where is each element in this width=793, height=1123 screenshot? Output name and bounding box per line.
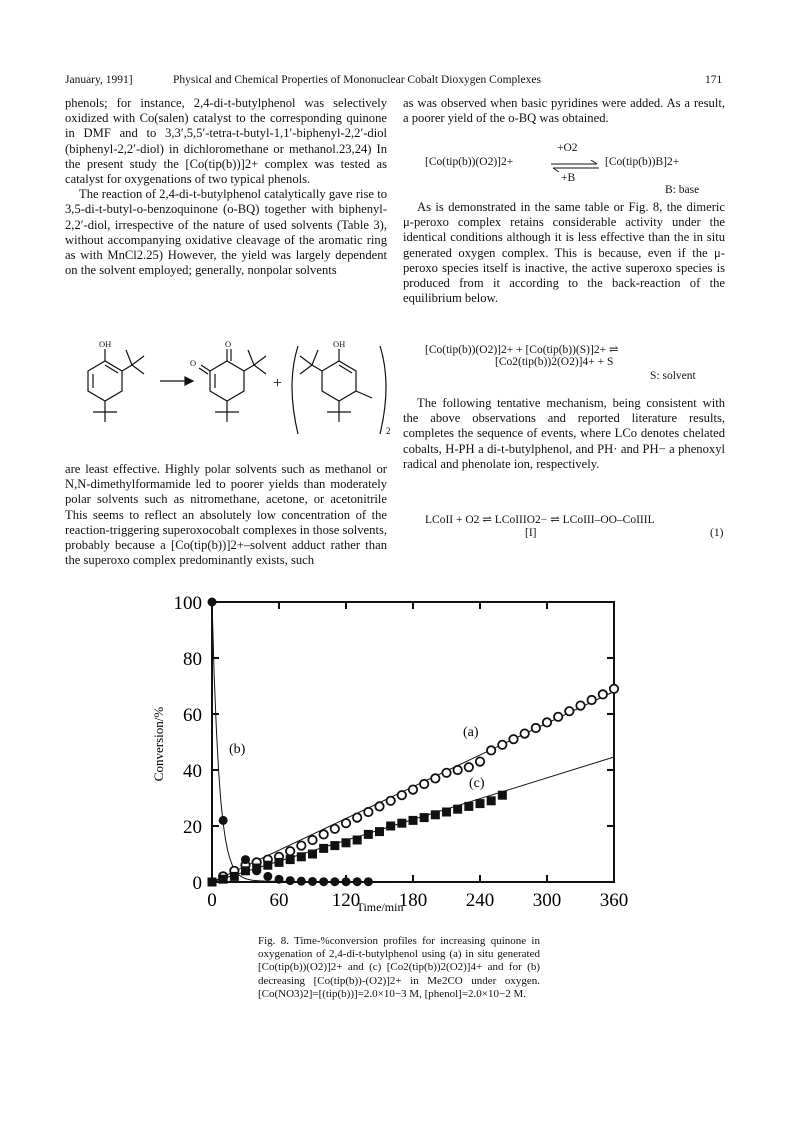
point-series-c (275, 858, 284, 867)
point-series-c (498, 791, 507, 800)
point-series-a (386, 797, 394, 805)
x-tick-label: 300 (532, 890, 562, 911)
point-series-a (543, 718, 551, 726)
point-series-b (330, 877, 339, 886)
point-series-a (431, 774, 439, 782)
point-series-b (342, 877, 351, 886)
eq1-right: [Co(tip(b))B]2+ (605, 156, 680, 168)
point-series-a (342, 819, 350, 827)
equation-base (425, 142, 725, 196)
x-tick-label: 0 (207, 890, 217, 911)
plot-frame (212, 602, 614, 882)
point-series-b (319, 877, 328, 886)
point-series-a (532, 724, 540, 732)
paragraph: The reaction of 2,4-di-t-butylphenol catalytically gave rise to 3,5-di-t-butyl-o-benzoquinone (o-BQ) together with biphenyl-2,2′-diol, irrespective of the nature of used solvents (Table 3), without accompanying oxidative cleavage of the aromatic ring as with MnCl2.25) However, the yield was largely dependent on the solvent employed; generally, nonpolar solvents (65, 187, 387, 278)
point-series-c (252, 864, 261, 873)
point-series-a (442, 769, 450, 777)
point-series-c (319, 844, 328, 853)
point-series-a (509, 735, 517, 743)
point-series-a (308, 836, 316, 844)
x-tick-label: 120 (331, 890, 361, 911)
left-column-bottom (65, 462, 387, 568)
eq2-line1: [Co(tip(b))(O2)]2+ + [Co(tip(b))(S)]2+ ⇌ (425, 344, 619, 356)
point-series-a (409, 785, 417, 793)
point-series-a (520, 729, 528, 737)
eq1-top: +O2 (557, 142, 578, 154)
y-tick-label: 80 (183, 649, 202, 670)
point-series-b (297, 877, 306, 886)
point-series-b (308, 877, 317, 886)
point-series-a (465, 763, 473, 771)
x-tick-label: 60 (269, 890, 289, 911)
point-series-a (353, 813, 361, 821)
figure-caption: Fig. 8. Time-%conversion profiles for increasing quinone in oxygenation of 2,4-di-t-butylphenol using (a) in situ generated [Co(tip(b))(O2)]2+ and (c) [Co2(tip(b))2(O2)]4+ and for (b) decreasing [Co(tip(b))-(O2)]2+ in Me2CO under oxygen. [Co(NO3)2]=[(tip(b))]=2.0×10−3 M, [phenol]=2.0×10−2 M. (258, 935, 540, 1000)
point-series-c (476, 799, 485, 808)
point-series-a (453, 766, 461, 774)
eq1-left: [Co(tip(b))(O2)]2+ (425, 156, 514, 168)
point-series-a (565, 707, 573, 715)
point-series-a (319, 830, 327, 838)
point-series-c (241, 866, 250, 875)
paragraph: as was observed when basic pyridines were added. As a result, a poorer yield of the o-BQ was obtained. (403, 96, 725, 126)
point-series-a (476, 757, 484, 765)
right-column-top (403, 96, 725, 126)
point-series-a (599, 690, 607, 698)
x-tick-label: 180 (398, 890, 428, 911)
point-series-c (330, 841, 339, 850)
point-series-a (610, 685, 618, 693)
x-tick-label: 360 (599, 890, 629, 911)
point-series-b (208, 598, 217, 607)
point-series-c (364, 830, 373, 839)
page-number: 171 (705, 74, 723, 86)
point-series-b (364, 877, 373, 886)
point-series-c (453, 805, 462, 814)
left-column-top (65, 96, 387, 278)
point-series-b (353, 877, 362, 886)
point-series-a (364, 808, 372, 816)
point-series-b (275, 875, 284, 884)
point-series-c (263, 861, 272, 870)
paragraph: phenols; for instance, 2,4-di-t-butylphenol was selectively oxidized with Co(salen) catalyst to the corresponding quinone in DMF and to 3,3′,5,5′-tetra-t-butyl-1,1′-biphenyl-2,2′-diol (biphenyl-2,2′-diol) in dichloromethane or methanol.23,24) In the present study the [Co(tip(b))]2+ complex was tested as catalyst for oxygenations of two typical phenols. (65, 96, 387, 187)
paragraph: As is demonstrated in the same table or Fig. 8, the dimeric μ-peroxo complex retains considerable activity under the identical conditions although it is less effective than the in situ generated oxygen complex. This is because, even if the μ-peroxo species itself is inactive, the active superoxo species is produced from it according to the back-reaction of the equilibrium below. (403, 200, 725, 306)
equation-peroxo (425, 342, 725, 382)
reaction-scheme (60, 338, 400, 448)
paragraph: The following tentative mechanism, being consistent with the above observations and reported literature results, completes the sequence of events, where LCo denotes chelated cobalts, H-PH a di-t-butylphenol, and PH· and PH− a phenoxyl radical and phenolate ion, respectively. (403, 396, 725, 471)
subscript-2: 2 (386, 426, 391, 436)
point-series-c (431, 810, 440, 819)
point-series-a (286, 847, 294, 855)
point-series-c (308, 850, 317, 859)
point-series-a (487, 746, 495, 754)
point-series-c (230, 872, 239, 881)
point-series-c (219, 875, 228, 884)
eq2-line2: [Co2(tip(b))2(O2)]4+ + S (495, 356, 614, 368)
point-series-c (442, 808, 451, 817)
y-tick-label: 20 (183, 817, 202, 838)
eq2-note: S: solvent (650, 370, 696, 382)
label-a: (a) (463, 725, 479, 740)
point-series-c (409, 816, 418, 825)
label-c: (c) (469, 776, 485, 791)
point-series-c (297, 852, 306, 861)
point-series-c (353, 836, 362, 845)
point-series-a (398, 791, 406, 799)
point-series-a (554, 713, 562, 721)
y-tick-label: 60 (183, 705, 202, 726)
point-series-c (286, 855, 295, 864)
header-title: Physical and Chemical Properties of Mononuclear Cobalt Dioxygen Complexes (173, 74, 541, 86)
point-series-a (587, 696, 595, 704)
label-b: (b) (229, 742, 246, 757)
x-tick-label: 240 (465, 890, 495, 911)
point-series-c (464, 802, 473, 811)
equilibrium-arrow (549, 160, 601, 172)
point-series-b (286, 876, 295, 885)
oxygen-label: O (190, 358, 197, 368)
eq1-bottom: +B (561, 172, 576, 184)
right-column-middle (403, 200, 725, 306)
eq3: LCoII + O2 ⇌ LCoIIIO2− ⇌ LCoIII–OO–CoIIIL (425, 514, 655, 526)
eq1-note: B: base (665, 184, 700, 196)
point-series-b (241, 855, 250, 864)
point-series-b (219, 816, 228, 825)
point-series-c (208, 878, 217, 887)
x-axis-title: Time/min (356, 900, 404, 914)
point-series-c (342, 838, 351, 847)
right-column-bottom (403, 396, 725, 472)
y-axis-title: Conversion/% (151, 706, 166, 782)
plus-sign: + (273, 375, 283, 392)
point-series-a (331, 825, 339, 833)
eq3-label: [I] (525, 527, 537, 539)
paragraph: are least effective. Highly polar solvents such as methanol or N,N-dimethylformamide led to poorer yields than moderately polar solvents such as nitromethane, acetone, or acetonitrile This seems to reflect an absolutely low concentration of the reaction-triggering superoxocobalt complexes in those solvents, probably because a [Co(tip(b))]2+–solvent adduct rather than the superoxo complex predominantly exists, such (65, 462, 387, 568)
point-series-a (498, 741, 506, 749)
eq3-number: (1) (710, 527, 724, 539)
conversion-chart (0, 588, 793, 928)
y-tick-label: 40 (183, 761, 202, 782)
header-left: January, 1991] (65, 74, 133, 86)
point-series-a (297, 841, 305, 849)
y-tick-label: 0 (192, 873, 202, 894)
oh-label: OH (333, 339, 346, 349)
point-series-c (397, 819, 406, 828)
oxygen-label: O (225, 339, 232, 349)
point-series-a (576, 701, 584, 709)
point-series-c (487, 796, 496, 805)
oh-label: OH (99, 339, 112, 349)
point-series-a (420, 780, 428, 788)
y-tick-label: 100 (173, 593, 202, 614)
point-series-c (386, 822, 395, 831)
point-series-a (375, 802, 383, 810)
point-series-b (263, 872, 272, 881)
point-series-c (375, 827, 384, 836)
point-series-c (420, 813, 429, 822)
equation-mechanism (425, 512, 725, 542)
